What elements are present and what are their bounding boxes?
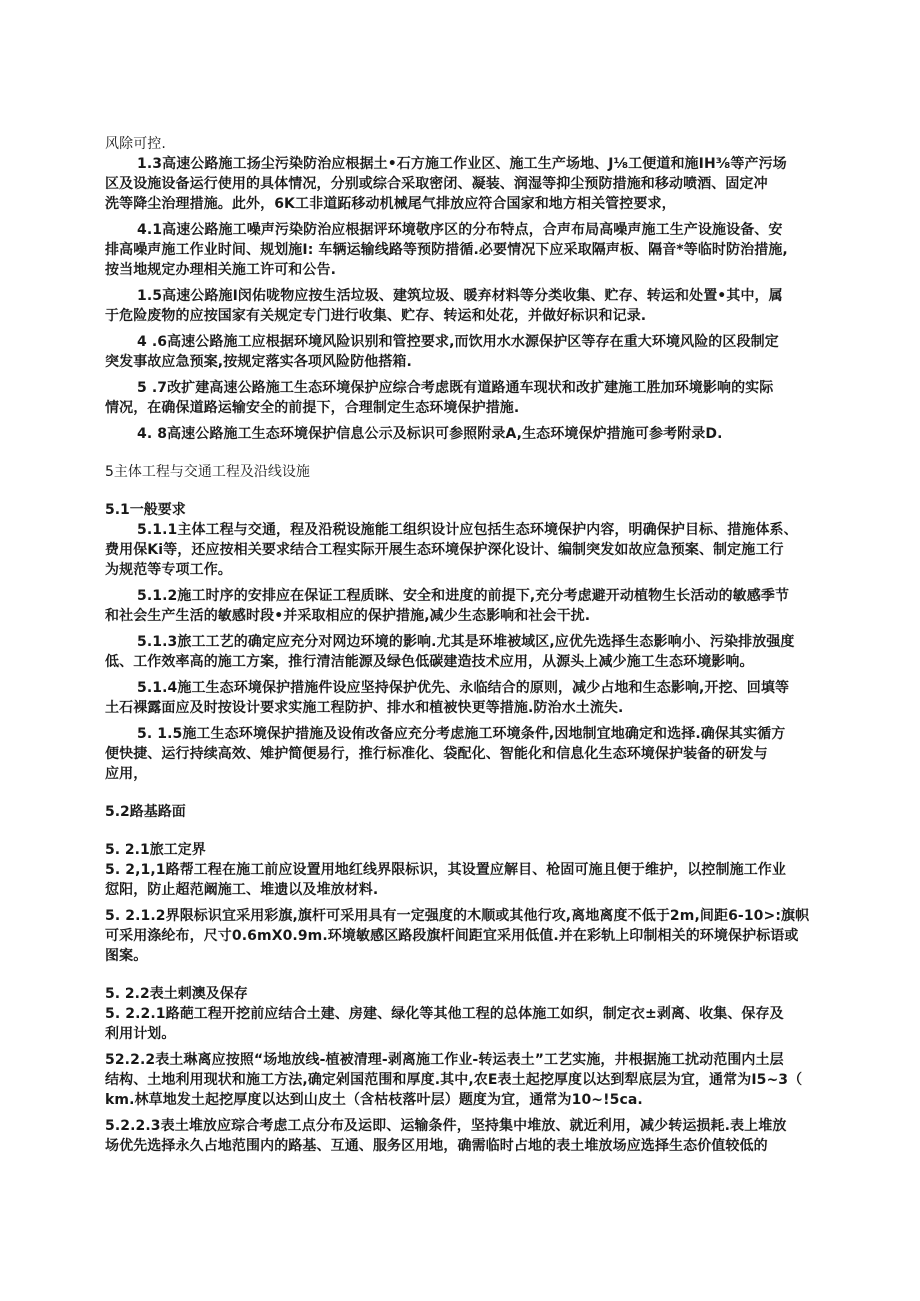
item-4-8 xyxy=(105,424,835,444)
text-line: 4. 8高速公路施工生态环境保护信息公示及标识可参照附录A,生态环境保炉措施可参考附录D. xyxy=(137,426,723,442)
text-line: 区及设施设备运行使用的具体情况，分别或综合采取密闭、凝装、润湿等抑尘预防措施和移动喷酒、固定冲 xyxy=(105,176,768,192)
item-4-6 xyxy=(105,332,835,372)
text-line: 5.1.3旅工工艺的确定应充分对网边环境的影响.尤其是环堆被域区,应优先选择生态影响小、污染排放强度 xyxy=(137,634,795,650)
section-5-1-title: 5.1一般要求 xyxy=(105,502,186,518)
text-line: 应用， xyxy=(105,766,148,782)
text-line: 便快捷、运行持续高效、雉护简便易行，推行标准化、袋配化、智能化和信息化生态环境保护装备的研发与 xyxy=(105,746,768,762)
text-line: km.林草地发土起挖厚度以达到山皮土（含枯枝落叶层）题度为宜，通常为10~!5ca. xyxy=(105,1092,643,1108)
item-4-1 xyxy=(105,220,835,280)
text-line: 1.5高速公路施I闵佑咙物应按生活垃圾、建筑垃圾、暖弃材料等分类收集、贮存、转运和处置•其中，属 xyxy=(137,288,783,304)
text-line: 洗等降尘治理措施。此外，6K工非道跖移动机械尾气排放应符合国家和地方相关管控要求， xyxy=(105,196,676,212)
text-line: 低、工作效率高的施工方案，推行清洁能源及绿色低碳建造技术应用，从源头上减少施工生态环境影响。 xyxy=(105,654,754,670)
section-5-2-1-title: 5. 2.1旅工定界 xyxy=(105,842,206,858)
text-line: 为规范等专项工作。 xyxy=(105,562,232,578)
text-line: 52.2.2表土琳离应按照“场地放线-植被清理-剥离施工作业-转运表土”工艺实施，井根据施工扰动范围内土层 xyxy=(105,1052,784,1068)
text-line: 情况，在确保道路运输安全的前提下，合理制定生态环境保护措施. xyxy=(105,400,520,416)
section-5-2-2-title: 5. 2.2表土剌澳及保存 xyxy=(105,986,248,1002)
text-line: 5.1.2施工时序的安排应在保证工程质眯、安全和进度的前提下,充分考虑避开动植物生长活动的敏感季节 xyxy=(137,588,790,604)
text-line: 和社会生产生活的敏感时段•并采取相应的保护措施,减少生态影响和社会干扰. xyxy=(105,608,591,624)
item-5-2-1-2 xyxy=(105,906,835,966)
item-5-2-2-3 xyxy=(105,1116,835,1156)
text-line: 5 .7改扩建高速公路施工生态环境保护应综合考虑既有道路通车现状和改扩建施工胜加环境影响的实际 xyxy=(137,380,774,396)
text-line: 5. 2.1.2界限标识宜采用彩旗,旗杆可采用具有一定强度的木顺或其他行攻,离地离度不低于2m,间距6-10>:旗帜 xyxy=(105,908,810,924)
item-5-1-4 xyxy=(105,678,835,718)
text-line: 突发事故应急预案,按规定落实各项风险防他搭箱. xyxy=(105,354,412,370)
text-line: 5.1.1主体工程与交通，程及沿税设施能工组织设计应包括生态环境保护内容，明确保护目标、措施体系、 xyxy=(137,522,798,538)
text-line: 可采用涤纶布，尺寸0.6mX0.9m.环境敏感区路段旗杆间距宜采用低值.并在彩轨上印制相关的环境保护标语或 xyxy=(105,928,799,944)
text-line: 愆阳，防止超范阚施工、堆遗以及堆放材料. xyxy=(105,882,379,898)
text-line: 结构、土地利用现状和施工方法,确定剁国范围和厚度.其中,农E表土起挖厚度以达到犁底层为宜，通常为I5~3（ xyxy=(105,1072,803,1088)
item-5-7 xyxy=(105,378,835,418)
section-5-title: 5主体工程与交通工程及沿线设施 xyxy=(105,464,310,480)
text-line: 5.2.2.3表土堆放应琮合考虑工点分布及运即、运输条件，坚持集中堆放、就近利用，减少转运损耗.表上堆放 xyxy=(105,1118,787,1134)
item-1-5 xyxy=(105,286,835,326)
text-line: 1.3高速公路施工扬尘污染防治应根据土•石方施工作业区、施工生产场地、J⅛工便道和施IH⅜等产污场 xyxy=(137,156,787,172)
text-line: 费用保Ki等，还应按相关要求结合工程实际开展生态环境保护深化设计、编制突发如故应急预案、制定施工行 xyxy=(105,542,784,558)
text-line: 图案。 xyxy=(105,948,148,964)
text-line: 排高噪声施工作业时间、规划施I: 车辆运输线路等预防措循.必要情况下应采取隔声板、隔音*等临时防治措施, xyxy=(105,242,788,258)
document-page xyxy=(105,134,835,1156)
text-line: 5. 1.5施工生态环境保护措施及设侑改备应充分考虑施工环境条件,因地制宜地确定和选择.确保其实循方 xyxy=(137,726,786,742)
text-line: 5.1.4施工生态环境保护措施件设应坚持保护优先、永临结合的原则，减少占地和生态影响,开挖、回填等 xyxy=(137,680,790,696)
item-5-1-1 xyxy=(105,520,835,580)
text-line: 5. 2,1,1路帮工程在施工前应设置用地红线界限标识，其设置应解目、枪固可施且便于维护，以控制施工作业 xyxy=(105,862,786,878)
text-line: 按当地规定办理相关施工许可和公告. xyxy=(105,262,337,278)
item-5-2-1-1 xyxy=(105,860,835,900)
text-line: 利用计划。 xyxy=(105,1026,176,1042)
item-5-2-2-2 xyxy=(105,1050,835,1110)
item-5-1-2 xyxy=(105,586,835,626)
item-1-3 xyxy=(105,154,835,214)
text-line: 土石裸露面应及时按设计要求实施工程防护、排水和植被快更等措施.防治水土流失. xyxy=(105,700,624,716)
item-5-1-3 xyxy=(105,632,835,672)
item-5-1-5 xyxy=(105,724,835,784)
text-line: 于危险废物的应按国家有关规定专门进行收集、贮存、转运和处花，并做好标识和记录. xyxy=(105,308,647,324)
intro-tail: 风除可控. xyxy=(105,136,166,152)
text-line: 4 .6高速公路施工应根据环境风险识别和管控要求,而饮用水水源保护区等存在重大环境风险的区段制定 xyxy=(137,334,779,350)
text-line: 4.1高速公路施工噪声污染防治应根据评环境敬序区的分布特点，合声布局高噪声施工生产设施设备、安 xyxy=(137,222,783,238)
section-5-2-title: 5.2路基路面 xyxy=(105,804,186,820)
text-line: 场优先选择永久占地范围内的路基、互通、服务区用地，确需临时占地的表土堆放场应选择生态价值较低的 xyxy=(105,1138,768,1154)
item-5-2-2-1 xyxy=(105,1004,835,1044)
text-line: 5. 2.2.1路葩工程开挖前应结合土建、房建、绿化等其他工程的总体施工如织，制定衣±剥离、收集、保存及 xyxy=(105,1006,784,1022)
